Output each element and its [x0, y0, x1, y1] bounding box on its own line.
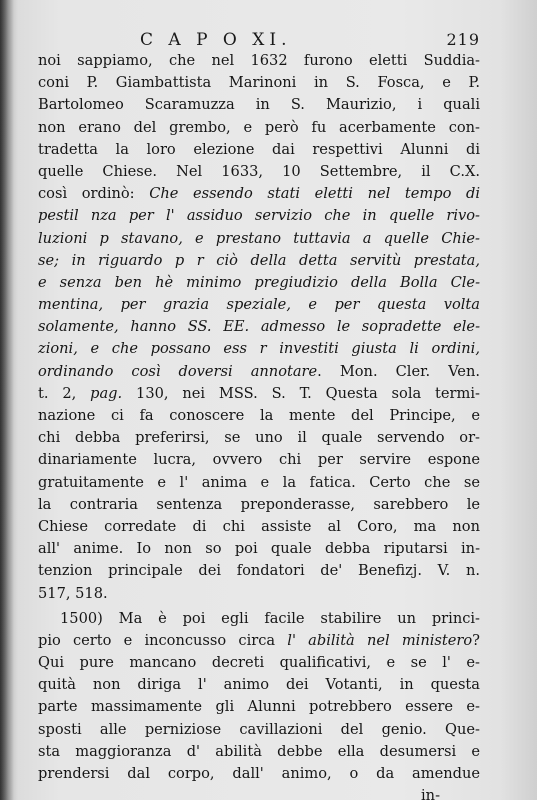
roman-text: 517, 518. [38, 584, 108, 602]
text-line [38, 361, 480, 383]
text-line [38, 50, 480, 72]
text-line [38, 94, 480, 116]
roman-text: t. 2, [38, 384, 91, 402]
roman-text: la contraria sentenza preponderasse, sarebbero le [38, 495, 480, 513]
roman-text: gratuitamente e l' anima e la fatica. Certo che se [38, 473, 480, 491]
roman-text: così ordinò: [38, 185, 150, 203]
text-line [38, 741, 480, 763]
text-line [38, 161, 480, 183]
roman-text: Qui pure mancano decreti qualificativi, e se l' e- [38, 654, 480, 672]
text-line [38, 785, 480, 800]
italic-text: pag. [90, 384, 123, 402]
roman-text: ? [472, 631, 480, 649]
text-line [38, 205, 480, 227]
page-header [40, 30, 480, 52]
text-line [38, 719, 480, 741]
roman-text: Chiese corredate di chi assiste al Coro, ma non [38, 517, 480, 535]
text-line [38, 538, 480, 560]
text-line [38, 560, 480, 582]
text-line [38, 383, 480, 405]
text-line [38, 763, 480, 785]
text-line [38, 250, 480, 272]
roman-text: sta maggioranza d' abilità debbe ella desumersi e [38, 742, 480, 760]
text-line [38, 494, 480, 516]
roman-text: 1500) Ma è poi egli facile stabilire un princi- [60, 609, 480, 627]
italic-text: zioni, e che possano ess r investiti giusta li ordini, [38, 340, 480, 358]
text-line [38, 630, 480, 652]
roman-text: sposti alle perniziose cavillazioni del genio. Que- [38, 720, 480, 738]
roman-text: prendersi dal corpo, dall' animo, o da amendue [38, 765, 480, 782]
text-line [38, 652, 480, 674]
text-line [38, 449, 480, 471]
text-line [38, 472, 480, 494]
roman-text: pio certo e inconcusso circa [38, 631, 288, 649]
roman-text: . Mon. Cler. Ven. [317, 362, 480, 380]
italic-text: mentina, per grazia speziale, e per questa volta [38, 296, 480, 314]
roman-text: all' anime. Io non so poi quale debba riputarsi in- [38, 540, 480, 558]
roman-text: nazione ci fa conoscere la mente del Principe, e [38, 407, 480, 424]
roman-text: in- [421, 787, 440, 800]
roman-text: noi sappiamo, che nel 1632 furono eletti Suddia- [38, 52, 480, 69]
italic-text: luzioni p stavano, e prestano tuttavia a quelle Chie- [38, 229, 480, 247]
roman-text: quità non diriga l' animo dei Votanti, in questa [38, 676, 480, 694]
italic-text: ordinando così doversi annotare [38, 362, 318, 380]
text-line [38, 405, 480, 427]
text-line [38, 272, 480, 294]
roman-text: tradetta la loro elezione dai respettivi Alunni di [38, 140, 480, 158]
running-head: C A P O XI. [140, 30, 292, 50]
text-line [38, 72, 480, 94]
text-line [38, 228, 480, 250]
text-line [38, 516, 480, 538]
roman-text: Bartolomeo Scaramuzza in S. Maurizio, i quali [38, 96, 480, 114]
text-line [38, 338, 480, 360]
text-line [38, 696, 480, 718]
text-line [38, 608, 480, 630]
italic-text: se; in riguardo p r ciò della detta servitù prestata, [38, 251, 480, 269]
roman-text: tenzion principale dei fondatori de' Benefizj. V. n. [38, 562, 480, 580]
roman-text: 130, nei MSS. S. T. Questa sola termi- [122, 384, 480, 402]
roman-text: coni P. Giambattista Marinoni in S. Fosca, e P. [38, 74, 480, 92]
body-text [38, 50, 480, 800]
italic-text: Che essendo stati eletti nel tempo di [149, 185, 480, 203]
page-number: 219 [446, 30, 480, 49]
italic-text: solamente, hanno SS. EE. admesso le sopradette ele- [38, 318, 480, 336]
text-line [38, 316, 480, 338]
text-line [38, 139, 480, 161]
roman-text: parte massimamente gli Alunni potrebbero essere e- [38, 698, 480, 716]
text-line [38, 183, 480, 205]
roman-text: quelle Chiese. Nel 1633, 10 Settembre, il C.X. [38, 162, 480, 180]
text-line [38, 117, 480, 139]
text-line [38, 674, 480, 696]
italic-text: l' abilità nel ministero [287, 631, 473, 649]
text-line [38, 294, 480, 316]
text-line [38, 427, 480, 449]
roman-text: chi debba preferirsi, se uno il quale servendo or- [38, 429, 480, 447]
text-line [38, 583, 480, 605]
roman-text: non erano del grembo, e però fu acerbamente con- [38, 118, 480, 136]
italic-text: e senza ben hè minimo pregiudizio della Bolla Cle- [38, 273, 480, 291]
italic-text: pestil nza per l' assiduo servizio che in quelle rivo- [38, 207, 480, 225]
roman-text: dinariamente lucra, ovvero chi per servire espone [38, 451, 480, 469]
